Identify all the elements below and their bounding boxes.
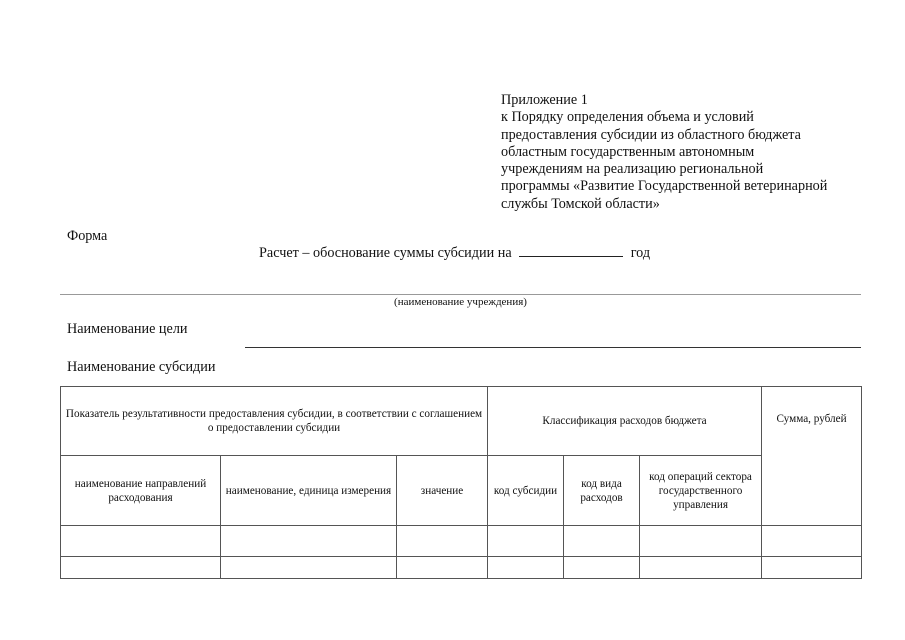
table-cell[interactable] xyxy=(61,557,221,579)
goal-name-line[interactable] xyxy=(245,347,861,348)
institution-name-line[interactable] xyxy=(60,294,861,295)
goal-label: Наименование цели xyxy=(67,321,188,337)
appendix-line: программы «Развитие Государственной ветеринарной xyxy=(501,178,828,195)
institution-caption: (наименование учреждения) xyxy=(394,296,527,308)
table-cell[interactable] xyxy=(488,526,564,557)
form-label: Форма xyxy=(67,228,108,244)
table-cell[interactable] xyxy=(762,526,862,557)
table-cell[interactable] xyxy=(397,557,488,579)
table-header-row xyxy=(61,387,862,456)
classification-group-header: Классификация расходов бюджета xyxy=(488,387,762,456)
title-suffix: год xyxy=(630,245,651,261)
appendix-block xyxy=(501,92,881,213)
table-subheader-row xyxy=(61,456,862,526)
appendix-line: учреждениям на реализацию региональной xyxy=(501,161,764,178)
column-header: код операций сектора государственного управления xyxy=(640,456,762,526)
table-cell[interactable] xyxy=(762,557,862,579)
table-cell[interactable] xyxy=(640,557,762,579)
column-header: наименование, единица измерения xyxy=(221,456,397,526)
column-header: код субсидии xyxy=(488,456,564,526)
year-blank-field[interactable] xyxy=(519,244,623,257)
table-row xyxy=(61,526,862,557)
column-header: наименование направлений расходования xyxy=(61,456,221,526)
table-row xyxy=(61,557,862,579)
document-title xyxy=(259,244,650,262)
calculation-table xyxy=(60,386,862,579)
table-cell[interactable] xyxy=(488,557,564,579)
indicator-group-header: Показатель результативности предоставления субсидии, в соответствии с соглашением о предоставлении субсидии xyxy=(61,387,488,456)
appendix-line: к Порядку определения объема и условий xyxy=(501,109,754,126)
table-cell[interactable] xyxy=(221,526,397,557)
appendix-line: службы Томской области» xyxy=(501,195,660,212)
table-cell[interactable] xyxy=(397,526,488,557)
table-cell[interactable] xyxy=(640,526,762,557)
title-prefix: Расчет – обоснование суммы субсидии на xyxy=(259,245,512,261)
table-cell[interactable] xyxy=(564,526,640,557)
column-header: значение xyxy=(397,456,488,526)
table-cell[interactable] xyxy=(564,557,640,579)
appendix-line: предоставления субсидии из областного бюджета xyxy=(501,126,801,143)
column-header: код вида расходов xyxy=(564,456,640,526)
sum-header: Сумма, рублей xyxy=(762,387,862,526)
subsidy-label: Наименование субсидии xyxy=(67,359,216,375)
appendix-line: областным государственным автономным xyxy=(501,143,755,160)
table-cell[interactable] xyxy=(221,557,397,579)
appendix-line: Приложение 1 xyxy=(501,92,588,108)
table-cell[interactable] xyxy=(61,526,221,557)
